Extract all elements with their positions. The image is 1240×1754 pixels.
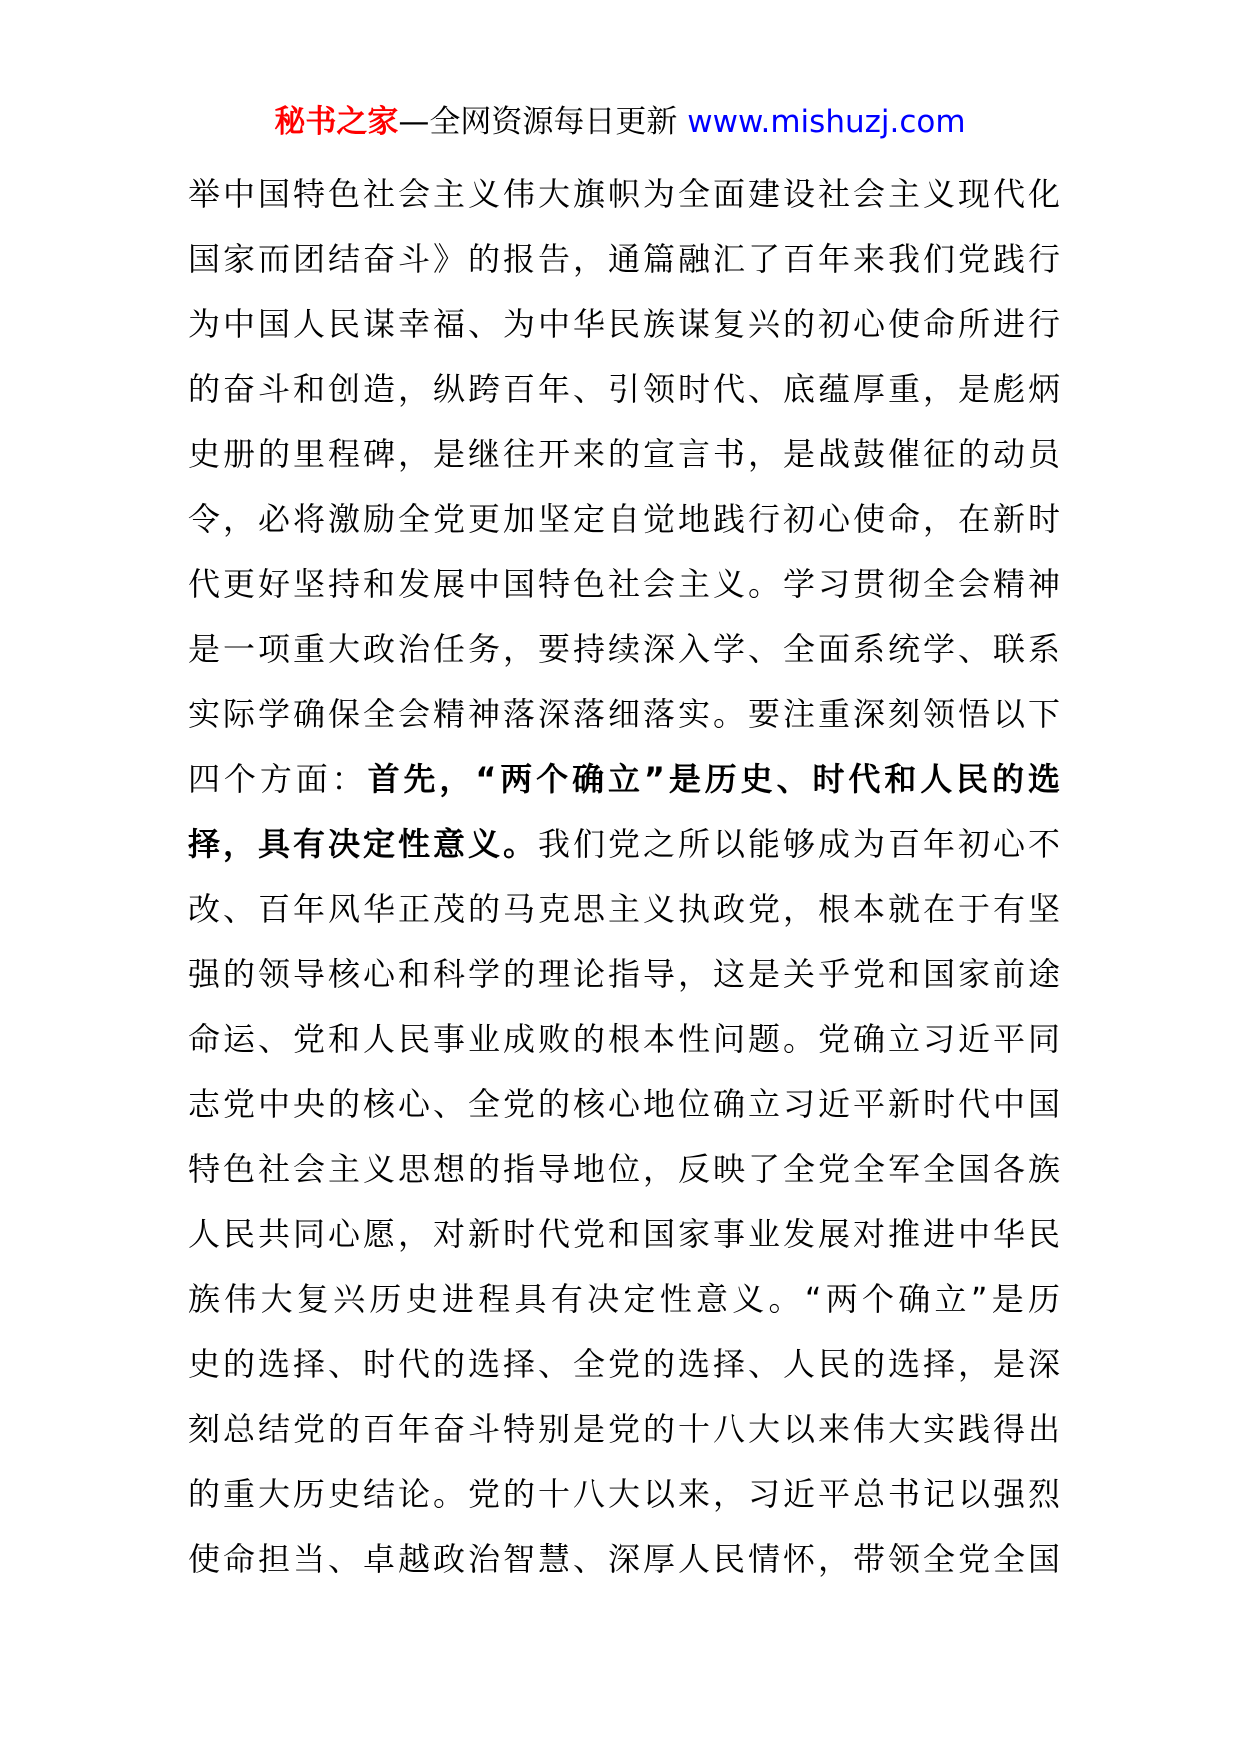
header-slogan: —全网资源每日更新 — [398, 104, 678, 140]
text-line-mixed — [188, 747, 1060, 812]
text-line: 改、百年风华正茂的马克思主义执政党，根本就在于有坚 — [188, 890, 1060, 928]
text-line: 的奋斗和创造，纵跨百年、引领时代、底蕴厚重，是彪炳 — [188, 370, 1060, 408]
text-line: 志党中央的核心、全党的核心地位确立习近平新时代中国 — [188, 1085, 1060, 1123]
page-header — [0, 102, 1240, 142]
bold-emphasis: 择，具有决定性意义。 — [188, 825, 538, 863]
line-rest: 我们党之所以能够成为百年初心不 — [538, 825, 1060, 863]
text-line: 代更好坚持和发展中国特色社会主义。学习贯彻全会精神 — [188, 565, 1060, 603]
text-line: 是一项重大政治任务，要持续深入学、全面系统学、联系 — [188, 630, 1060, 668]
text-line: 特色社会主义思想的指导地位，反映了全党全军全国各族 — [188, 1150, 1060, 1188]
text-line: 史册的里程碑，是继往开来的宣言书，是战鼓催征的动员 — [188, 435, 1060, 473]
header-site-link[interactable]: www.mishuzj.com — [687, 104, 966, 140]
text-line: 国家而团结奋斗》的报告，通篇融汇了百年来我们党践行 — [188, 240, 1060, 278]
text-line: 刻总结党的百年奋斗特别是党的十八大以来伟大实践得出 — [188, 1410, 1060, 1448]
text-line: 举中国特色社会主义伟大旗帜为全面建设社会主义现代化 — [188, 175, 1060, 213]
text-line: 的重大历史结论。党的十八大以来，习近平总书记以强烈 — [188, 1475, 1060, 1513]
text-line: 强的领导核心和科学的理论指导，这是关乎党和国家前途 — [188, 955, 1060, 993]
text-line: 令，必将激励全党更加坚定自觉地践行初心使命，在新时 — [188, 500, 1060, 538]
text-line: 为中国人民谋幸福、为中华民族谋复兴的初心使命所进行 — [188, 305, 1060, 343]
text-line: 人民共同心愿，对新时代党和国家事业发展对推进中华民 — [188, 1215, 1060, 1253]
text-line-mixed — [188, 812, 1060, 877]
line-prefix: 四个方面： — [188, 760, 368, 798]
text-line: 使命担当、卓越政治智慧、深厚人民情怀，带领全党全国 — [188, 1540, 1060, 1578]
body-paragraph — [188, 162, 1060, 1592]
text-line: 实际学确保全会精神落深落细落实。要注重深刻领悟以下 — [188, 695, 1060, 733]
text-line: 史的选择、时代的选择、全党的选择、人民的选择，是深 — [188, 1345, 1060, 1383]
bold-emphasis: 首先，“两个确立”是历史、时代和人民的选 — [367, 760, 1060, 798]
header-brand: 秘书之家 — [274, 104, 399, 140]
text-line: 命运、党和人民事业成败的根本性问题。党确立习近平同 — [188, 1020, 1060, 1058]
text-line: 族伟大复兴历史进程具有决定性意义。“两个确立”是历 — [188, 1280, 1060, 1318]
